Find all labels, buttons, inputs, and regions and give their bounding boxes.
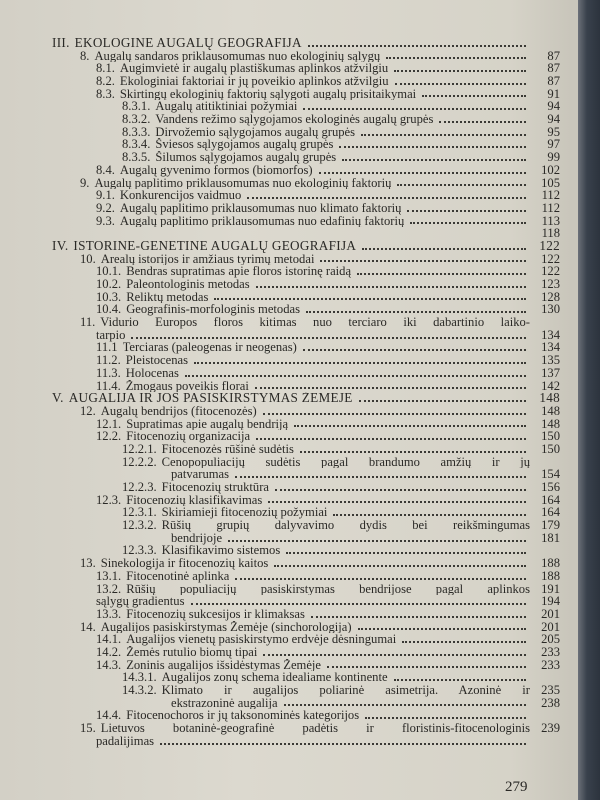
entry-title: Konkurencijos vaidmuo (119, 189, 242, 202)
toc-chapter (52, 237, 560, 253)
entry-number: 12.3.1. (122, 505, 157, 520)
toc-entry (52, 113, 560, 126)
entry-title: Augalų paplitimo priklausomumas nuo klimato faktorių (119, 201, 402, 215)
entry-number: 14.2. (96, 644, 122, 659)
dot-leader (256, 438, 526, 440)
entry-page: 135 (541, 353, 560, 368)
dot-leader (327, 666, 526, 668)
toc-entry (52, 722, 560, 735)
entry-number: 9.1. (96, 188, 115, 203)
entry-page: 238 (541, 695, 560, 710)
entry-page: 94 (547, 112, 560, 127)
entry-page: 99 (547, 150, 560, 165)
entry-number: 8.3.4. (122, 137, 151, 152)
entry-title: Augalų paplitimo priklausomumas nuo ekologinių faktorių (94, 176, 392, 190)
entry-page: 122 (541, 251, 560, 266)
entry-title: Šilumos sąlygojamos augalų grupės (155, 151, 337, 164)
toc-entry (52, 545, 560, 558)
dot-leader (357, 273, 526, 275)
dot-leader (407, 210, 526, 212)
dot-leader (303, 108, 526, 110)
toc-entry (52, 151, 560, 164)
entry-number: V. (52, 390, 64, 406)
entry-number: 12.2. (96, 429, 122, 444)
dot-leader (294, 425, 526, 427)
entry-title: Augalijos zonų schema idealiame kontinente (161, 671, 388, 685)
dot-leader (361, 134, 526, 136)
entry-number: 9. (80, 175, 90, 190)
toc-entry (52, 62, 560, 75)
entry-page: 148 (541, 403, 560, 418)
entry-page: 118 (541, 226, 560, 241)
entry-title: Augalijos vienetų pasiskirstymo erdvėje dėsningumai (126, 633, 397, 646)
toc-entry (52, 227, 560, 240)
entry-title: patvarumas (171, 468, 230, 482)
entry-number: 8.3.3. (122, 124, 151, 139)
entry-number: 9.2. (96, 200, 115, 215)
entry-title: Rūšių grupių dalyvavimo dydis bei reikšmingumas (161, 519, 530, 532)
dot-leader (339, 146, 526, 148)
toc-entry (52, 367, 560, 380)
dot-leader (311, 616, 526, 618)
dot-leader (247, 197, 526, 199)
entry-title: Skiriamieji fitocenozių požymiai (161, 506, 328, 520)
toc-entry (52, 697, 560, 710)
dot-leader (333, 514, 526, 516)
dot-leader (402, 641, 526, 643)
entry-number: 14.3.1. (122, 670, 157, 685)
entry-number: 13.2. (96, 581, 122, 596)
entry-title: Bendras supratimas apie floros istorinę raidą (126, 265, 352, 279)
entry-page: 154 (541, 467, 560, 482)
entry-page: 191 (541, 581, 560, 596)
entry-number: 11. (80, 315, 96, 330)
entry-title: Fitocenochoros ir jų taksonominės kategorijos (126, 709, 360, 723)
dot-leader (386, 57, 526, 59)
dot-leader (191, 603, 527, 605)
entry-number: 8.4. (96, 162, 115, 177)
entry-number: 12.1. (96, 416, 122, 431)
dot-leader (286, 552, 526, 554)
entry-number: 13.1. (96, 568, 122, 583)
entry-page: 112 (541, 188, 560, 203)
toc-entry (52, 164, 560, 177)
dot-leader (255, 387, 526, 389)
entry-number: 8.2. (96, 74, 115, 89)
entry-page: 134 (541, 327, 560, 342)
toc-entry (52, 570, 560, 583)
dot-leader (263, 654, 526, 656)
entry-title: ISTORINE-GENETINĖ AUGALŲ GEOGRAFIJA (73, 239, 357, 253)
toc-entry (52, 380, 560, 393)
dot-leader (359, 400, 526, 402)
entry-title: Žmogaus poveikis florai (125, 379, 249, 393)
entry-title: padalijimas (96, 734, 155, 748)
entry-page: 201 (541, 619, 560, 634)
entry-title: Zoninis augalijos išsidėstymas Žemėje (126, 658, 322, 672)
entry-title: sąlygų gradientus (96, 595, 185, 608)
entry-number: III. (52, 34, 70, 50)
entry-number: 8.3.5. (122, 150, 151, 165)
toc-entry (52, 342, 560, 355)
toc-entry (52, 278, 560, 291)
entry-title: Klimato ir augalijos poliarinė asimetrija. Azoninė ir (161, 684, 530, 697)
entry-page: 123 (541, 277, 560, 292)
entry-title: Vidurio Europos floros kitimas nuo terciaro iki dabartinio laiko- (100, 316, 530, 329)
dot-leader (308, 45, 526, 47)
dot-leader (263, 413, 526, 415)
toc-entry (52, 253, 560, 266)
entry-title: Geografinis-morfologinis metodas (126, 303, 301, 317)
entry-title: Augalijos pasiskirstymas Žemėje (sinchorologija) (100, 620, 352, 634)
toc-entry (52, 291, 560, 304)
entry-page: 235 (541, 683, 560, 698)
entry-number: 15. (80, 721, 96, 736)
toc-entry (52, 50, 560, 63)
dot-leader (362, 248, 526, 250)
entry-number: 12. (80, 403, 96, 418)
entry-number: 10. (80, 251, 96, 266)
toc-entry (52, 583, 560, 596)
toc-entry (52, 709, 560, 722)
entry-number: 8.3.2. (122, 112, 151, 127)
entry-title: tarpio (96, 328, 126, 342)
dot-leader (422, 95, 526, 97)
entry-number: 11.3. (96, 365, 121, 380)
entry-number: 10.1. (96, 264, 122, 279)
dot-leader (185, 375, 526, 377)
toc-entry (52, 316, 560, 329)
dot-leader (256, 286, 526, 288)
dot-leader (131, 337, 526, 339)
entry-number: 12.2.3. (122, 480, 157, 495)
entry-page: 188 (541, 568, 560, 583)
entry-title: Augalų gyvenimo formos (biomorfos) (119, 163, 313, 177)
entry-number: 8.3.1. (122, 99, 151, 114)
table-of-contents (52, 34, 560, 748)
entry-page: 156 (541, 480, 560, 495)
entry-number: 14. (80, 619, 96, 634)
entry-page: 87 (547, 61, 560, 76)
entry-title: Fitocenotinė aplinka (126, 569, 230, 583)
entry-page: 142 (541, 378, 560, 393)
entry-title: Augalų atitiktiniai požymiai (155, 100, 298, 114)
toc-entry (52, 418, 560, 431)
entry-page: 134 (541, 340, 560, 355)
entry-title: Žemės rutulio biomų tipai (126, 645, 258, 659)
entry-title: Holocenas (125, 366, 179, 380)
entry-title: Augimvietė ir augalų plastiškumas aplinkos atžvilgiu (119, 62, 389, 76)
entry-title: Šviesos sąlygojamos augalų grupės (155, 138, 334, 152)
entry-title: Cenopopuliacijų sudėtis pagal brandumo amžių ir jų (161, 455, 530, 469)
dot-leader (303, 349, 526, 351)
entry-title: Fitocenozių sukcesijos ir klimaksas (126, 607, 305, 621)
entry-title: AUGALIJA IR JOS PASISKIRSTYMAS ŽEMĖJE (68, 392, 353, 405)
entry-title: Paleontologinis metodas (126, 278, 250, 291)
entry-title: Fitocenozių klasifikavimas (126, 493, 263, 507)
entry-page: 87 (547, 74, 560, 89)
entry-page: 201 (541, 606, 560, 621)
entry-page: 205 (541, 632, 560, 647)
dot-leader (284, 704, 526, 706)
toc-chapter (52, 392, 560, 405)
entry-page: 188 (541, 556, 560, 571)
toc-entry (52, 202, 560, 215)
entry-page: 239 (541, 721, 560, 736)
entry-number: 10.3. (96, 289, 122, 304)
entry-page: 148 (539, 390, 560, 406)
dot-leader (306, 311, 526, 313)
entry-number: 8. (80, 48, 90, 63)
entry-title: Arealų istorijos ir amžiaus tyrimų metodai (100, 252, 315, 266)
entry-page: 150 (541, 429, 560, 444)
entry-number: 11.2. (96, 353, 121, 368)
dot-leader (300, 451, 526, 453)
dot-leader (394, 70, 526, 72)
page-number: 279 (505, 779, 528, 795)
dot-leader (214, 298, 526, 300)
entry-number: 12.2.2. (122, 454, 157, 469)
dot-leader (410, 222, 526, 224)
toc-entry (52, 329, 560, 342)
entry-number: 12.3.2. (122, 518, 157, 533)
toc-entry (52, 75, 560, 88)
entry-page: 97 (547, 137, 560, 152)
dot-leader (275, 489, 526, 491)
entry-number: IV. (52, 237, 69, 253)
entry-title: Fitocenozės rūšinė sudėtis (161, 442, 294, 456)
entry-number: 14.3.2. (122, 683, 157, 698)
entry-page: 91 (547, 86, 560, 101)
entry-page: 87 (547, 48, 560, 63)
entry-title: bendrijoje (171, 531, 223, 545)
dot-leader (439, 121, 526, 123)
entry-number: 14.3. (96, 657, 122, 672)
toc-entry (52, 633, 560, 646)
toc-entry (52, 557, 560, 570)
dot-leader (274, 565, 526, 567)
entry-number: 12.2.1. (122, 441, 157, 456)
entry-title: Supratimas apie augalų bendriją (126, 417, 289, 431)
entry-page: 164 (541, 505, 560, 520)
dot-leader (320, 260, 526, 262)
dot-leader (194, 362, 526, 364)
entry-number: 8.3. (96, 86, 115, 101)
entry-title: Lietuvos botaninė-geografinė padėtis ir floristinis-fitocenologinis (100, 722, 530, 735)
entry-title: Pleistocenas (125, 354, 188, 367)
entry-number: 11.4. (96, 378, 121, 393)
entry-page: 94 (547, 99, 560, 114)
entry-title: Reliktų metodas (126, 290, 209, 304)
toc-chapter (52, 34, 560, 50)
entry-number: 13. (80, 556, 96, 571)
entry-title: EKOLOGINE AUGALŲ GEOGRAFIJA (74, 36, 302, 50)
dot-leader (160, 743, 526, 745)
toc-entry (52, 354, 560, 367)
entry-number: 14.4. (96, 708, 122, 723)
dot-leader (365, 717, 526, 719)
entry-title: Vandens režimo sąlygojamos ekologinės augalų grupės (155, 113, 434, 126)
dot-leader (358, 628, 526, 630)
entry-page: 179 (541, 518, 560, 533)
entry-page: 102 (541, 162, 560, 177)
entry-title: Rūšių populiacijų pasiskirstymas bendrijose pagal aplinkos (126, 582, 530, 596)
entry-title: Augalų sandaros priklausomumas nuo ekologinių sąlygų (94, 49, 381, 63)
entry-page: 233 (541, 657, 560, 672)
entry-page: 105 (541, 175, 560, 190)
toc-entry (52, 481, 560, 494)
toc-entry (52, 405, 560, 418)
toc-entry (52, 265, 560, 278)
entry-page: 148 (541, 416, 560, 431)
entry-title: Terciaras (paleogenas ir neogenas) (122, 341, 297, 355)
entry-title: Klasifikavimo sistemos (161, 544, 281, 558)
entry-page: 122 (541, 264, 560, 279)
toc-entry (52, 456, 560, 469)
toc-entry (52, 735, 560, 748)
dot-leader (319, 172, 526, 174)
toc-entry (52, 595, 560, 608)
entry-number: 10.2. (96, 277, 122, 292)
entry-title: Ekologiniai faktoriai ir jų poveikio aplinkos atžvilgiu (119, 75, 389, 88)
toc-entry (52, 519, 560, 532)
dot-leader (235, 578, 526, 580)
entry-number: 11.1 (96, 340, 118, 355)
entry-page: 128 (541, 289, 560, 304)
entry-page: 113 (541, 213, 560, 228)
dot-leader (268, 501, 526, 503)
entry-title: Augalų bendrijos (fitocenozės) (100, 404, 257, 418)
entry-page: 130 (541, 302, 560, 317)
dot-leader (397, 184, 526, 186)
toc-entry (52, 443, 560, 456)
entry-number: 10.4. (96, 302, 122, 317)
entry-title: Dirvožemio sąlygojamos augalų grupės (155, 125, 356, 139)
entry-page: 137 (541, 365, 560, 380)
entry-page: 233 (541, 644, 560, 659)
entry-title: Skirtingų ekologinių faktorių sąlygoti augalų prisitaikymai (119, 87, 417, 101)
entry-title: Augalų paplitimo priklausomumas nuo edafinių faktorių (119, 214, 405, 228)
entry-number: 9.3. (96, 213, 115, 228)
entry-page: 181 (541, 530, 560, 545)
toc-entry (52, 646, 560, 659)
entry-title: Fitocenozių organizacija (126, 430, 251, 443)
dot-leader (394, 679, 526, 681)
dot-leader (235, 476, 526, 478)
toc-entry (52, 621, 560, 634)
toc-entry (52, 215, 560, 228)
entry-number: 8.1. (96, 61, 115, 76)
entry-page: 150 (541, 441, 560, 456)
dot-leader (395, 83, 526, 85)
toc-entry (52, 189, 560, 202)
book-cover-edge (578, 0, 600, 800)
entry-number: 13.3. (96, 606, 122, 621)
entry-number: 12.3. (96, 492, 122, 507)
entry-title: Sinekologija ir fitocenozių kaitos (100, 557, 269, 570)
dot-leader (342, 159, 526, 161)
entry-title: Fitocenozių struktūra (161, 481, 270, 494)
entry-page: 122 (539, 237, 560, 253)
toc-entry (52, 177, 560, 190)
entry-page: 112 (541, 200, 560, 215)
entry-page: 164 (541, 492, 560, 507)
toc-entry (52, 684, 560, 697)
toc-entry (52, 608, 560, 621)
entry-page: 95 (547, 124, 560, 139)
toc-entry (52, 303, 560, 316)
entry-number: 14.1. (96, 632, 122, 647)
entry-title: ekstrazoninė augalija (171, 696, 278, 710)
entry-number: 12.3.3. (122, 543, 157, 558)
entry-page: 194 (541, 594, 560, 609)
dot-leader (228, 540, 526, 542)
